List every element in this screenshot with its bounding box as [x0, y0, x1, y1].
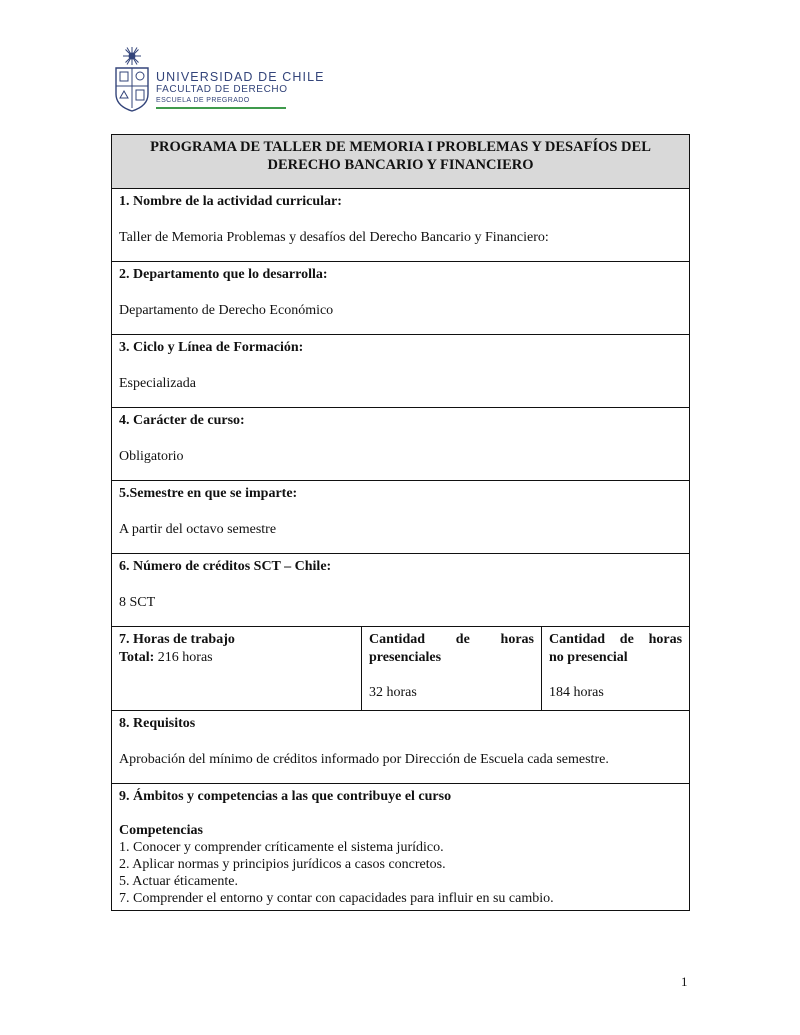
competency-item: 7. Comprender el entorno y contar con capacidades para influir en su cambio.	[119, 891, 554, 906]
faculty-logo	[112, 46, 325, 116]
page-number: 1	[681, 974, 688, 989]
hours-presencial-value: 32 horas	[369, 685, 417, 700]
logo-divider	[156, 107, 286, 109]
section-value: Obligatorio	[119, 449, 184, 464]
section-course-type	[112, 408, 690, 481]
competency-item: 5. Actuar éticamente.	[119, 874, 238, 889]
section-heading: 5.Semestre en que se imparte:	[119, 486, 298, 501]
section-value: Especializada	[119, 376, 196, 391]
section-heading: 6. Número de créditos SCT – Chile:	[119, 559, 332, 574]
hours-no-presencial-label-2: no presencial	[549, 650, 628, 665]
university-crest-icon	[112, 46, 152, 112]
section-value: 8 SCT	[119, 595, 156, 610]
competency-item: 2. Aplicar normas y principios jurídicos a casos concretos.	[119, 857, 446, 872]
competencies-list	[119, 839, 682, 907]
section-heading: 9. Ámbitos y competencias a las que contribuye el curso	[119, 789, 452, 804]
hours-no-presencial-cell	[542, 627, 690, 711]
section-competencies	[112, 784, 690, 911]
section-heading: 2. Departamento que lo desarrolla:	[119, 267, 328, 282]
section-heading: 8. Requisitos	[119, 716, 196, 731]
university-name: UNIVERSIDAD DE CHILE	[156, 70, 325, 84]
hours-total-cell	[112, 627, 362, 711]
faculty-name: FACULTAD DE DERECHO	[156, 84, 288, 95]
section-requirements	[112, 711, 690, 784]
section-heading: 4. Carácter de curso:	[119, 413, 245, 428]
hours-presencial-label: Cantidad de horas	[369, 632, 534, 647]
hours-presencial-label-2: presenciales	[369, 650, 442, 665]
section-value: Aprobación del mínimo de créditos informado por Dirección de Escuela cada semestre.	[119, 752, 609, 767]
section-department	[112, 262, 690, 335]
competencies-subheading: Competencias	[119, 823, 203, 838]
section-semester	[112, 481, 690, 554]
hours-heading: 7. Horas de trabajo	[119, 632, 235, 647]
hours-presencial-cell	[362, 627, 542, 711]
hours-no-presencial-value: 184 horas	[549, 685, 604, 700]
hours-no-presencial-label: Cantidad de horas	[549, 632, 683, 647]
section-activity-name	[112, 189, 690, 262]
competency-item: 1. Conocer y comprender críticamente el sistema jurídico.	[119, 840, 444, 855]
section-value: A partir del octavo semestre	[119, 522, 277, 537]
program-title: PROGRAMA DE TALLER DE MEMORIA I PROBLEMAS Y DESAFÍOS DEL DERECHO BANCARIO Y FINANCIERO	[112, 135, 690, 189]
section-heading: 1. Nombre de la actividad curricular:	[119, 194, 342, 209]
section-value: Taller de Memoria Problemas y desafíos del Derecho Bancario y Financiero:	[119, 230, 549, 245]
school-name: ESCUELA DE PREGRADO	[156, 97, 250, 104]
section-value: Departamento de Derecho Económico	[119, 303, 334, 318]
section-heading: 3. Ciclo y Línea de Formación:	[119, 340, 304, 355]
section-cycle	[112, 335, 690, 408]
section-credits	[112, 554, 690, 627]
hours-total-value: 216 horas	[154, 650, 213, 665]
program-table	[111, 134, 690, 911]
hours-total-label: Total:	[119, 650, 155, 665]
